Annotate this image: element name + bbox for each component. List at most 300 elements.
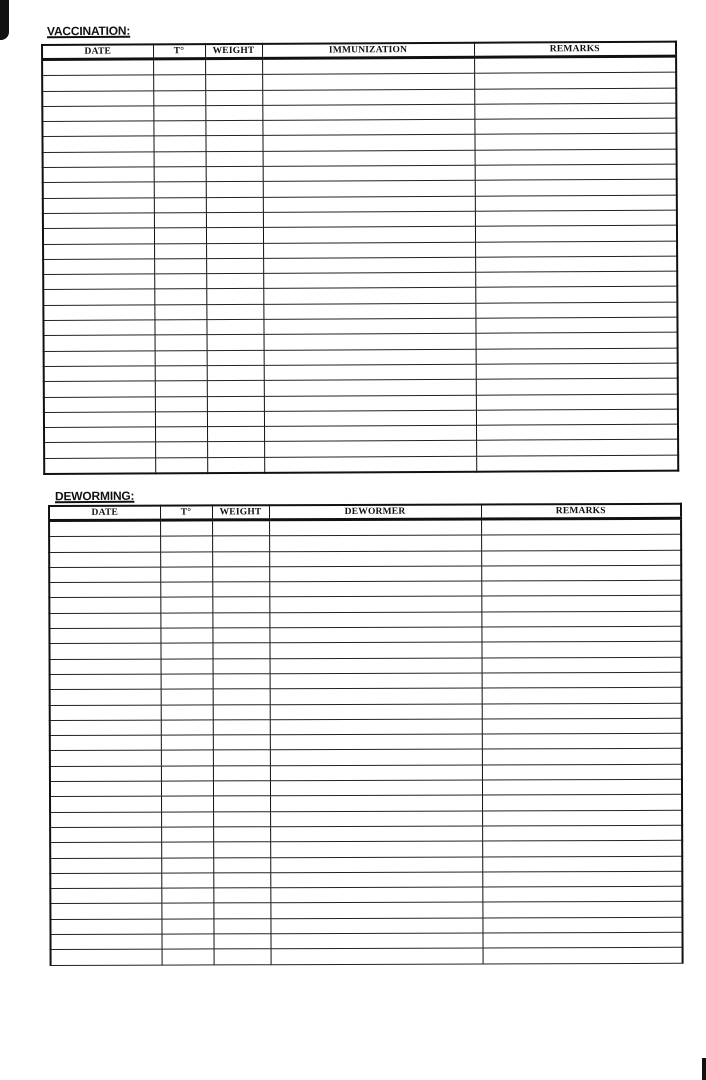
- immunization-cell[interactable]: [264, 410, 476, 426]
- immunization-cell[interactable]: [264, 441, 476, 457]
- remarks-cell[interactable]: [482, 841, 682, 857]
- date-cell[interactable]: [49, 567, 160, 583]
- immunization-cell[interactable]: [263, 196, 475, 212]
- vaccination-rows: [42, 56, 678, 474]
- dewormer-cell[interactable]: [269, 581, 481, 597]
- temperature-cell[interactable]: [161, 888, 213, 903]
- weight-cell[interactable]: [206, 289, 263, 305]
- temperature-cell[interactable]: [161, 934, 213, 949]
- dewormer-cell[interactable]: [270, 765, 482, 781]
- weight-cell[interactable]: [206, 258, 263, 274]
- date-cell[interactable]: [50, 659, 161, 675]
- date-cell[interactable]: [44, 396, 155, 412]
- date-cell[interactable]: [51, 949, 162, 965]
- weight-cell[interactable]: [207, 335, 264, 351]
- dewormer-cell[interactable]: [270, 872, 482, 888]
- temperature-cell[interactable]: [155, 350, 207, 366]
- temperature-cell[interactable]: [161, 919, 213, 934]
- temperature-cell[interactable]: [161, 812, 213, 827]
- temperature-cell[interactable]: [160, 536, 212, 551]
- weight-cell[interactable]: [207, 442, 264, 458]
- dewormer-cell[interactable]: [269, 612, 481, 628]
- temperature-cell[interactable]: [153, 75, 205, 91]
- weight-cell[interactable]: [213, 903, 270, 918]
- temperature-cell[interactable]: [160, 628, 212, 643]
- temperature-cell[interactable]: [162, 949, 214, 964]
- remarks-cell[interactable]: [475, 225, 677, 241]
- weight-cell[interactable]: [213, 796, 270, 811]
- remarks-cell[interactable]: [474, 56, 676, 73]
- immunization-cell[interactable]: [263, 211, 475, 227]
- weight-cell[interactable]: [213, 873, 270, 888]
- remarks-cell[interactable]: [482, 856, 682, 872]
- dewormer-cell[interactable]: [270, 918, 482, 934]
- temperature-cell[interactable]: [155, 335, 207, 351]
- date-cell[interactable]: [44, 427, 155, 443]
- weight-cell[interactable]: [206, 228, 263, 244]
- date-cell[interactable]: [42, 136, 153, 152]
- remarks-cell[interactable]: [481, 518, 681, 535]
- temperature-cell[interactable]: [161, 659, 213, 674]
- weight-cell[interactable]: [213, 720, 270, 735]
- dewormer-cell[interactable]: [270, 933, 482, 949]
- remarks-cell[interactable]: [481, 550, 681, 566]
- remarks-cell[interactable]: [482, 733, 682, 749]
- dewormer-cell[interactable]: [270, 811, 482, 827]
- remarks-cell[interactable]: [482, 871, 682, 887]
- column-header-weight: WEIGHT: [212, 505, 269, 520]
- remarks-cell[interactable]: [474, 72, 676, 88]
- immunization-cell[interactable]: [262, 74, 474, 90]
- scan-edge-mark: [0, 0, 9, 40]
- weight-cell[interactable]: [206, 151, 263, 167]
- dewormer-cell[interactable]: [270, 658, 482, 674]
- date-cell[interactable]: [49, 643, 160, 659]
- immunization-cell[interactable]: [263, 318, 475, 334]
- remarks-cell[interactable]: [475, 256, 677, 272]
- column-header-date: DATE: [49, 506, 160, 521]
- date-cell[interactable]: [50, 873, 161, 889]
- remarks-cell[interactable]: [475, 241, 677, 257]
- deworming-table: [48, 503, 684, 966]
- column-header-date: DATE: [42, 44, 153, 59]
- temperature-cell[interactable]: [161, 674, 213, 689]
- weight-cell[interactable]: [205, 136, 262, 152]
- immunization-cell[interactable]: [263, 288, 475, 304]
- remarks-cell[interactable]: [474, 88, 676, 104]
- weight-cell[interactable]: [206, 304, 263, 320]
- date-cell[interactable]: [43, 213, 154, 229]
- weight-cell[interactable]: [207, 350, 264, 366]
- date-cell[interactable]: [42, 106, 153, 122]
- date-cell[interactable]: [42, 59, 153, 76]
- dewormer-cell[interactable]: [270, 704, 482, 720]
- temperature-cell[interactable]: [160, 613, 212, 628]
- weight-cell[interactable]: [213, 811, 270, 826]
- date-cell[interactable]: [43, 228, 154, 244]
- weight-cell[interactable]: [213, 888, 270, 903]
- remarks-cell[interactable]: [474, 118, 676, 134]
- remarks-cell[interactable]: [481, 611, 681, 627]
- weight-cell[interactable]: [212, 643, 269, 658]
- temperature-cell[interactable]: [155, 366, 207, 382]
- temperature-cell[interactable]: [154, 304, 206, 320]
- date-cell[interactable]: [43, 167, 154, 183]
- remarks-cell[interactable]: [474, 134, 676, 150]
- weight-cell[interactable]: [206, 197, 263, 213]
- remarks-cell[interactable]: [481, 580, 681, 596]
- table-row: [44, 455, 678, 474]
- weight-cell[interactable]: [207, 426, 264, 442]
- date-cell[interactable]: [49, 582, 160, 598]
- immunization-cell[interactable]: [263, 242, 475, 258]
- remarks-cell[interactable]: [475, 287, 677, 303]
- weight-cell[interactable]: [213, 842, 270, 857]
- weight-cell[interactable]: [213, 934, 270, 949]
- temperature-cell[interactable]: [154, 274, 206, 290]
- vaccination-title: VACCINATION:: [46, 23, 131, 39]
- dewormer-cell[interactable]: [270, 826, 482, 842]
- remarks-cell[interactable]: [482, 749, 682, 765]
- weight-cell[interactable]: [206, 212, 263, 228]
- weight-cell[interactable]: [212, 567, 269, 582]
- weight-cell[interactable]: [205, 75, 262, 91]
- column-header-remarks: REMARKS: [481, 504, 681, 519]
- date-cell[interactable]: [50, 858, 161, 874]
- immunization-cell[interactable]: [264, 379, 476, 395]
- temperature-cell[interactable]: [161, 781, 213, 796]
- date-cell[interactable]: [44, 458, 155, 474]
- remarks-cell[interactable]: [482, 718, 682, 734]
- deworming-title: DEWORMING:: [54, 488, 135, 504]
- date-cell[interactable]: [44, 335, 155, 351]
- remarks-cell[interactable]: [481, 596, 681, 612]
- date-cell[interactable]: [43, 320, 154, 336]
- date-cell[interactable]: [50, 674, 161, 690]
- remarks-cell[interactable]: [476, 394, 678, 410]
- remarks-cell[interactable]: [481, 565, 681, 581]
- weight-cell[interactable]: [213, 689, 270, 704]
- remarks-cell[interactable]: [475, 317, 677, 333]
- remarks-cell[interactable]: [482, 825, 682, 841]
- temperature-cell[interactable]: [161, 689, 213, 704]
- weight-cell[interactable]: [206, 319, 263, 335]
- remarks-cell[interactable]: [475, 302, 677, 318]
- date-cell[interactable]: [43, 274, 154, 290]
- immunization-cell[interactable]: [264, 395, 476, 411]
- date-cell[interactable]: [49, 613, 160, 629]
- date-cell[interactable]: [50, 705, 161, 721]
- remarks-cell[interactable]: [482, 779, 682, 795]
- remarks-cell[interactable]: [476, 409, 678, 425]
- remarks-cell[interactable]: [482, 703, 682, 719]
- dewormer-cell[interactable]: [270, 673, 482, 689]
- date-cell[interactable]: [49, 552, 160, 568]
- remarks-cell[interactable]: [476, 455, 678, 472]
- weight-cell[interactable]: [207, 381, 264, 397]
- date-cell[interactable]: [50, 796, 161, 812]
- dewormer-cell[interactable]: [270, 902, 482, 918]
- immunization-cell[interactable]: [263, 150, 475, 166]
- weight-cell[interactable]: [213, 674, 270, 689]
- weight-cell[interactable]: [213, 827, 270, 842]
- temperature-cell[interactable]: [161, 873, 213, 888]
- immunization-cell[interactable]: [263, 257, 475, 273]
- temperature-cell[interactable]: [154, 258, 206, 274]
- table-row: [51, 948, 683, 966]
- temperature-cell[interactable]: [155, 381, 207, 397]
- remarks-cell[interactable]: [481, 535, 681, 551]
- weight-cell[interactable]: [213, 857, 270, 872]
- weight-cell[interactable]: [207, 457, 264, 473]
- remarks-cell[interactable]: [476, 440, 678, 456]
- remarks-cell[interactable]: [476, 333, 678, 349]
- temperature-cell[interactable]: [155, 442, 207, 458]
- weight-cell[interactable]: [214, 949, 271, 964]
- weight-cell[interactable]: [213, 781, 270, 796]
- remarks-cell[interactable]: [481, 642, 681, 658]
- temperature-cell[interactable]: [154, 197, 206, 213]
- date-cell[interactable]: [50, 842, 161, 858]
- immunization-cell[interactable]: [263, 181, 475, 197]
- weight-cell[interactable]: [213, 735, 270, 750]
- date-cell[interactable]: [44, 381, 155, 397]
- remarks-cell[interactable]: [476, 363, 678, 379]
- weight-cell[interactable]: [207, 396, 264, 412]
- temperature-cell[interactable]: [155, 457, 207, 473]
- date-cell[interactable]: [50, 735, 161, 751]
- immunization-cell[interactable]: [264, 364, 476, 380]
- remarks-cell[interactable]: [474, 103, 676, 119]
- weight-cell[interactable]: [213, 918, 270, 933]
- temperature-cell[interactable]: [154, 243, 206, 259]
- temperature-cell[interactable]: [153, 121, 205, 137]
- temperature-cell[interactable]: [160, 582, 212, 597]
- temperature-cell[interactable]: [160, 597, 212, 612]
- dewormer-cell[interactable]: [270, 719, 482, 735]
- date-cell[interactable]: [44, 366, 155, 382]
- column-header-weight: WEIGHT: [205, 44, 262, 59]
- temperature-cell[interactable]: [161, 903, 213, 918]
- temperature-cell[interactable]: [161, 857, 213, 872]
- dewormer-cell[interactable]: [269, 627, 481, 643]
- date-cell[interactable]: [50, 720, 161, 736]
- remarks-cell[interactable]: [476, 424, 678, 440]
- weight-cell[interactable]: [213, 704, 270, 719]
- weight-cell[interactable]: [212, 520, 269, 536]
- remarks-cell[interactable]: [482, 810, 682, 826]
- date-cell[interactable]: [49, 536, 160, 552]
- immunization-cell[interactable]: [262, 119, 474, 135]
- remarks-cell[interactable]: [476, 378, 678, 394]
- date-cell[interactable]: [43, 289, 154, 305]
- immunization-cell[interactable]: [263, 272, 475, 288]
- remarks-cell[interactable]: [482, 688, 682, 704]
- remarks-cell[interactable]: [482, 657, 682, 673]
- weight-cell[interactable]: [212, 628, 269, 643]
- temperature-cell[interactable]: [161, 750, 213, 765]
- remarks-cell[interactable]: [482, 672, 682, 688]
- temperature-cell[interactable]: [160, 520, 212, 536]
- temperature-cell[interactable]: [155, 396, 207, 412]
- date-cell[interactable]: [50, 919, 161, 935]
- weight-cell[interactable]: [212, 597, 269, 612]
- temperature-cell[interactable]: [153, 136, 205, 152]
- weight-cell[interactable]: [212, 582, 269, 597]
- temperature-cell[interactable]: [154, 182, 206, 198]
- vaccination-table: [41, 41, 679, 475]
- dewormer-cell[interactable]: [269, 519, 481, 536]
- immunization-cell[interactable]: [262, 89, 474, 105]
- column-header-temperature: T°: [160, 505, 212, 520]
- temperature-cell[interactable]: [155, 427, 207, 443]
- dewormer-cell[interactable]: [269, 535, 481, 551]
- remarks-cell[interactable]: [475, 271, 677, 287]
- immunization-cell[interactable]: [263, 165, 475, 181]
- weight-cell[interactable]: [206, 182, 263, 198]
- date-cell[interactable]: [43, 259, 154, 275]
- weight-cell[interactable]: [205, 58, 262, 75]
- temperature-cell[interactable]: [160, 567, 212, 582]
- immunization-cell[interactable]: [264, 456, 476, 473]
- column-header-immunization: IMMUNIZATION: [262, 43, 474, 59]
- weight-cell[interactable]: [205, 105, 262, 121]
- weight-cell[interactable]: [206, 166, 263, 182]
- date-cell[interactable]: [44, 442, 155, 458]
- column-header-remarks: REMARKS: [474, 42, 676, 58]
- weight-cell[interactable]: [212, 551, 269, 566]
- temperature-cell[interactable]: [155, 411, 207, 427]
- dewormer-cell[interactable]: [270, 795, 482, 811]
- weight-cell[interactable]: [206, 273, 263, 289]
- temperature-cell[interactable]: [161, 720, 213, 735]
- weight-cell[interactable]: [213, 765, 270, 780]
- date-cell[interactable]: [50, 751, 161, 767]
- date-cell[interactable]: [50, 888, 161, 904]
- remarks-cell[interactable]: [482, 886, 682, 902]
- deworming-rows: [49, 518, 683, 965]
- temperature-cell[interactable]: [161, 827, 213, 842]
- temperature-cell[interactable]: [160, 552, 212, 567]
- date-cell[interactable]: [50, 827, 161, 843]
- temperature-cell[interactable]: [154, 320, 206, 336]
- date-cell[interactable]: [43, 182, 154, 198]
- dewormer-cell[interactable]: [269, 642, 481, 658]
- remarks-cell[interactable]: [475, 149, 677, 165]
- immunization-cell[interactable]: [262, 135, 474, 151]
- temperature-cell[interactable]: [153, 59, 205, 76]
- dewormer-cell[interactable]: [270, 887, 482, 903]
- date-cell[interactable]: [44, 351, 155, 367]
- remarks-cell[interactable]: [482, 932, 682, 948]
- dewormer-cell[interactable]: [270, 688, 482, 704]
- date-cell[interactable]: [50, 812, 161, 828]
- dewormer-cell[interactable]: [270, 780, 482, 796]
- temperature-cell[interactable]: [154, 228, 206, 244]
- weight-cell[interactable]: [207, 365, 264, 381]
- remarks-cell[interactable]: [475, 210, 677, 226]
- dewormer-cell[interactable]: [269, 551, 481, 567]
- remarks-cell[interactable]: [482, 917, 682, 933]
- date-cell[interactable]: [49, 628, 160, 644]
- dewormer-cell[interactable]: [270, 841, 482, 857]
- remarks-cell[interactable]: [476, 348, 678, 364]
- date-cell[interactable]: [42, 121, 153, 137]
- temperature-cell[interactable]: [153, 106, 205, 122]
- weight-cell[interactable]: [212, 613, 269, 628]
- date-cell[interactable]: [43, 243, 154, 259]
- column-header-dewormer: DEWORMER: [269, 504, 481, 519]
- remarks-cell[interactable]: [475, 164, 677, 180]
- remarks-cell[interactable]: [482, 764, 682, 780]
- date-cell[interactable]: [49, 598, 160, 614]
- immunization-cell[interactable]: [263, 303, 475, 319]
- dewormer-cell[interactable]: [269, 596, 481, 612]
- date-cell[interactable]: [50, 781, 161, 797]
- column-header-temperature: T°: [153, 44, 205, 59]
- date-cell[interactable]: [43, 198, 154, 214]
- date-cell[interactable]: [44, 412, 155, 428]
- dewormer-cell[interactable]: [270, 857, 482, 873]
- immunization-cell[interactable]: [264, 334, 476, 350]
- dewormer-cell[interactable]: [270, 749, 482, 765]
- date-cell[interactable]: [50, 689, 161, 705]
- dewormer-cell[interactable]: [269, 566, 481, 582]
- date-cell[interactable]: [50, 904, 161, 920]
- date-cell[interactable]: [42, 91, 153, 107]
- date-cell[interactable]: [43, 305, 154, 321]
- dewormer-cell[interactable]: [270, 734, 482, 750]
- weight-cell[interactable]: [205, 121, 262, 137]
- temperature-cell[interactable]: [154, 289, 206, 305]
- immunization-cell[interactable]: [262, 104, 474, 120]
- immunization-cell[interactable]: [262, 57, 474, 74]
- remarks-cell[interactable]: [475, 180, 677, 196]
- temperature-cell[interactable]: [154, 213, 206, 229]
- date-cell[interactable]: [50, 934, 161, 950]
- temperature-cell[interactable]: [160, 643, 212, 658]
- remarks-cell[interactable]: [481, 626, 681, 642]
- remarks-cell[interactable]: [482, 795, 682, 811]
- weight-cell[interactable]: [213, 658, 270, 673]
- date-cell[interactable]: [50, 766, 161, 782]
- weight-cell[interactable]: [213, 750, 270, 765]
- remarks-cell[interactable]: [483, 948, 683, 964]
- immunization-cell[interactable]: [263, 226, 475, 242]
- remarks-cell[interactable]: [482, 902, 682, 918]
- date-cell[interactable]: [43, 152, 154, 168]
- temperature-cell[interactable]: [154, 151, 206, 167]
- immunization-cell[interactable]: [264, 349, 476, 365]
- weight-cell[interactable]: [207, 411, 264, 427]
- dewormer-cell[interactable]: [271, 948, 483, 964]
- remarks-cell[interactable]: [475, 195, 677, 211]
- date-cell[interactable]: [49, 520, 160, 537]
- weight-cell[interactable]: [206, 243, 263, 259]
- temperature-cell[interactable]: [161, 842, 213, 857]
- immunization-cell[interactable]: [264, 425, 476, 441]
- date-cell[interactable]: [42, 75, 153, 91]
- temperature-cell[interactable]: [161, 704, 213, 719]
- weight-cell[interactable]: [205, 90, 262, 106]
- temperature-cell[interactable]: [161, 766, 213, 781]
- temperature-cell[interactable]: [161, 796, 213, 811]
- temperature-cell[interactable]: [154, 167, 206, 183]
- temperature-cell[interactable]: [153, 90, 205, 106]
- weight-cell[interactable]: [212, 536, 269, 551]
- temperature-cell[interactable]: [161, 735, 213, 750]
- scan-edge-mark-bottom: [702, 1058, 706, 1080]
